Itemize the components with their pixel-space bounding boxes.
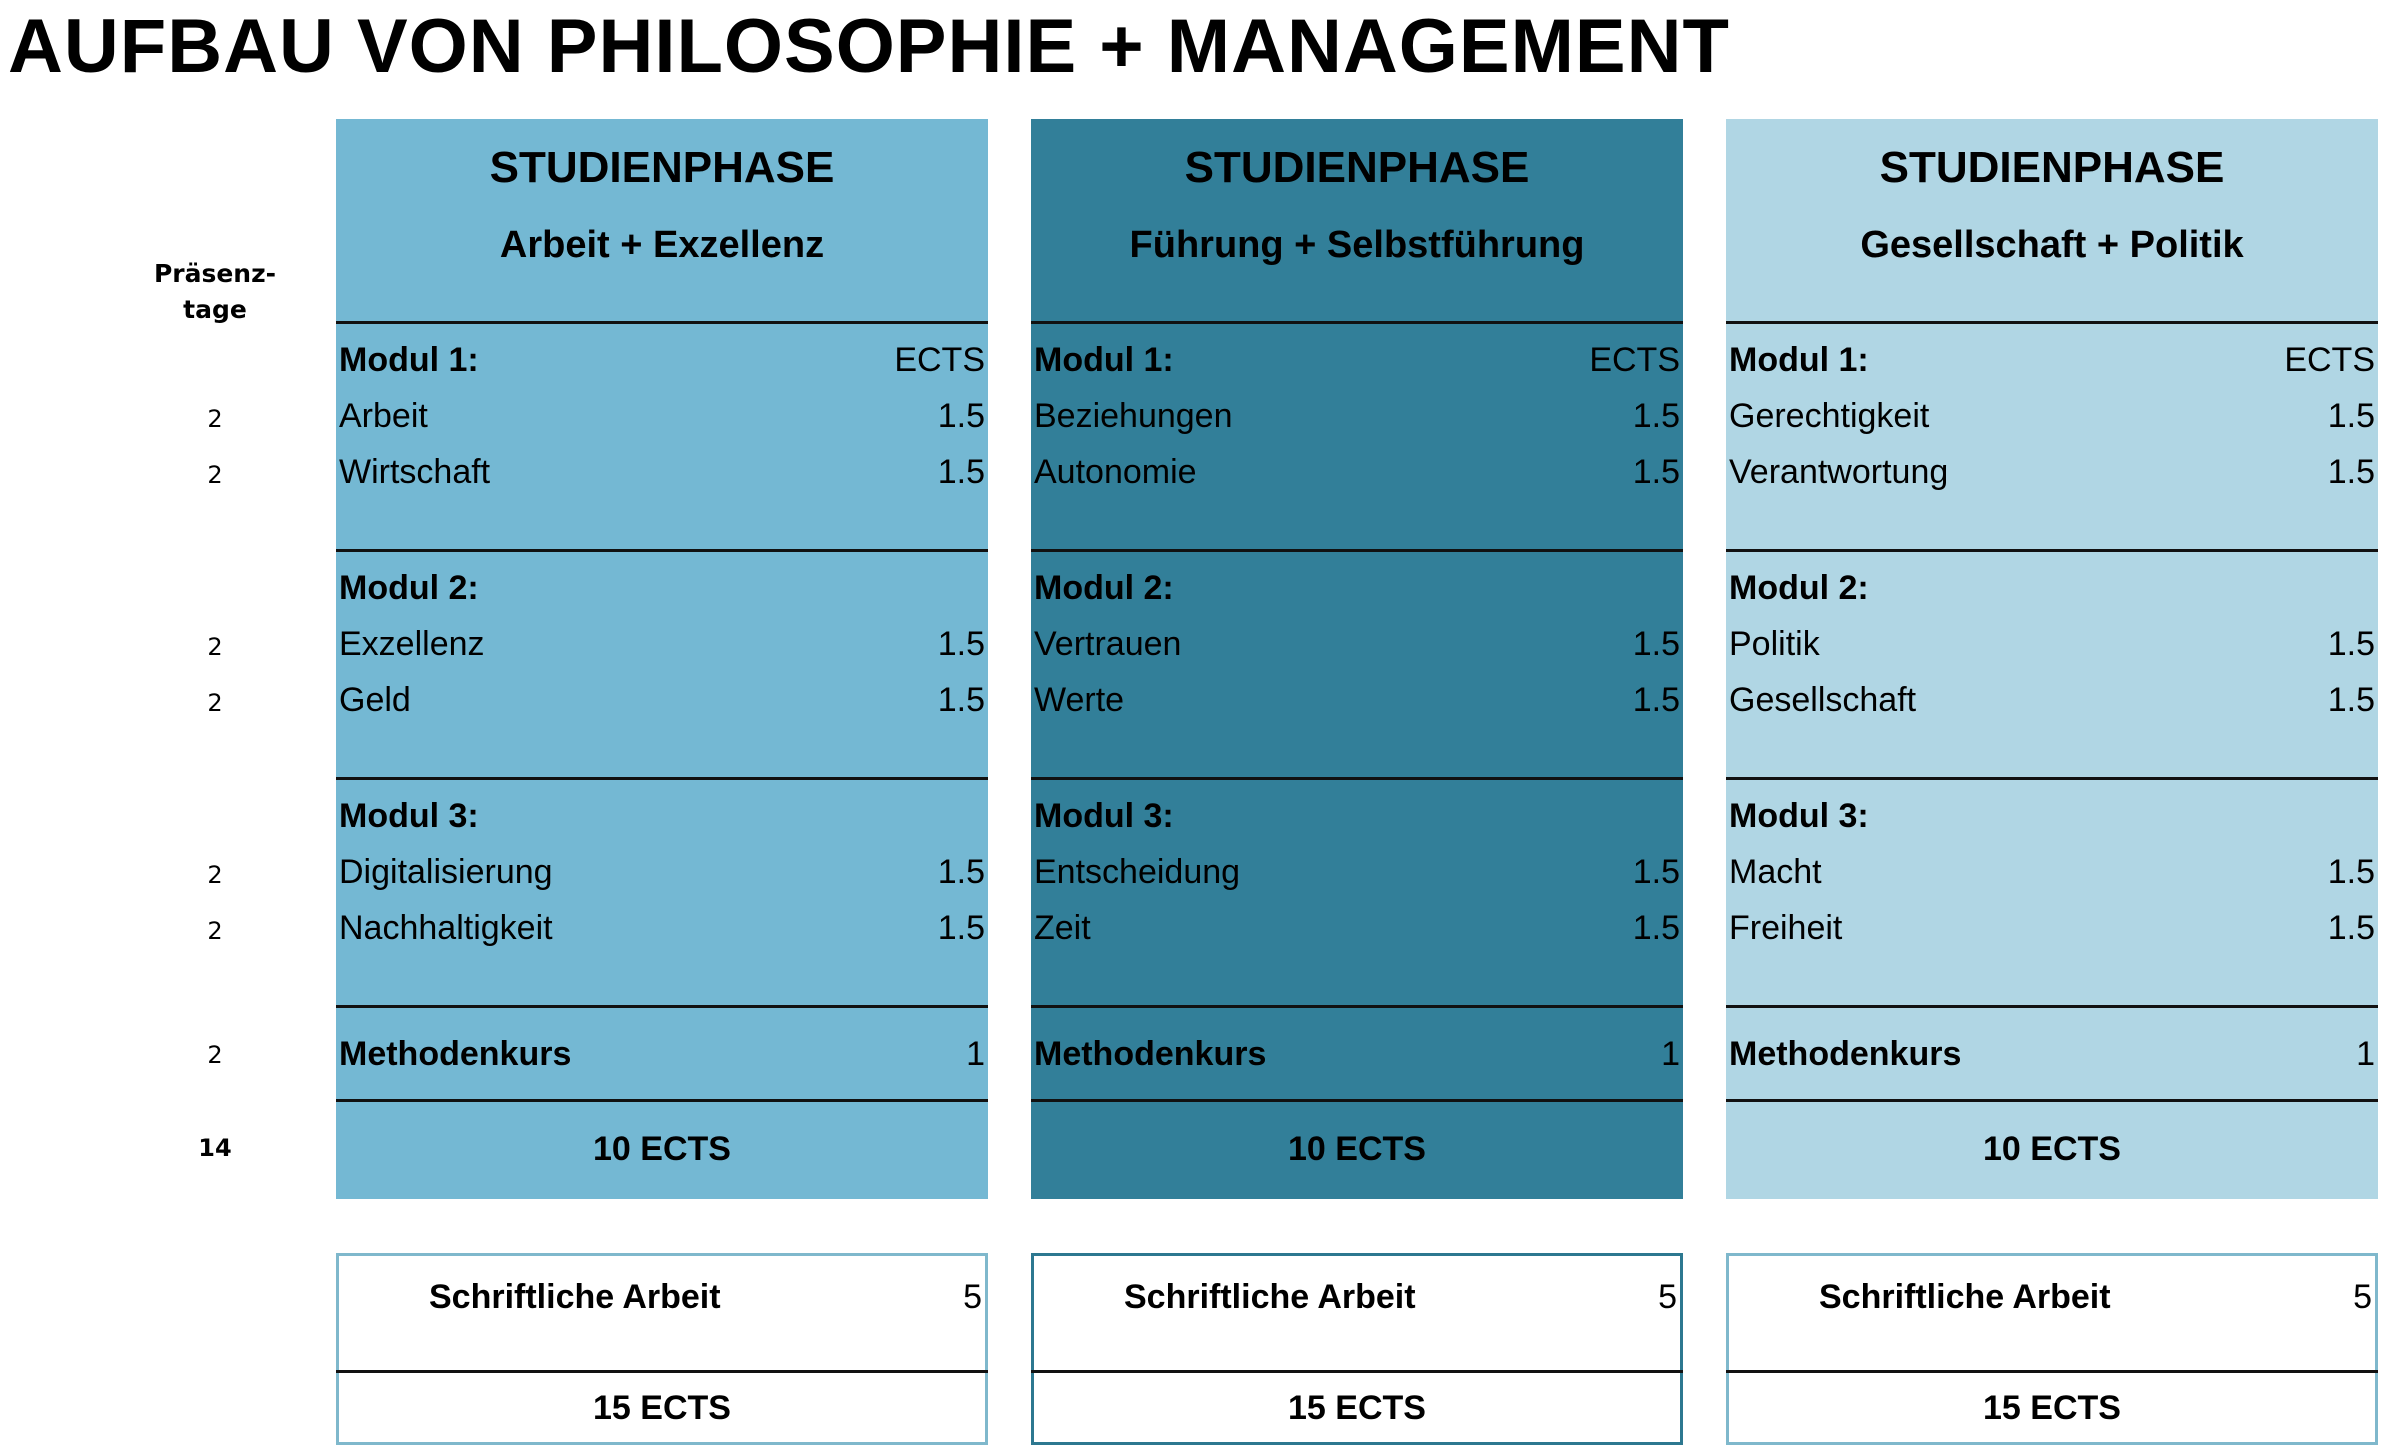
item-label: Gerechtigkeit <box>1729 397 1930 435</box>
item-label: Politik <box>1729 625 1820 663</box>
module-header <box>1031 788 1683 844</box>
module-item <box>336 616 988 672</box>
module-item <box>336 444 988 500</box>
item-label: Autonomie <box>1034 453 1197 491</box>
written-work-ects: 5 <box>963 1278 982 1316</box>
module-item <box>1031 616 1683 672</box>
page-title: AUFBAU VON PHILOSOPHIE + MANAGEMENT <box>8 4 1730 89</box>
methodenkurs-ects: 1 <box>966 1035 985 1073</box>
presenz-value: 2 <box>207 917 223 945</box>
phase-header <box>336 119 988 322</box>
item-ects: 1.5 <box>2327 853 2375 891</box>
phase-column-2 <box>1031 119 1683 1199</box>
module-item <box>1031 672 1683 728</box>
item-label: Entscheidung <box>1034 853 1241 891</box>
phase-total: 10 ECTS <box>593 1130 731 1168</box>
item-ects: 1.5 <box>937 681 985 719</box>
written-work-box <box>1031 1253 1683 1445</box>
module-header <box>1726 332 2378 388</box>
phase-header <box>1726 119 2378 322</box>
divider <box>1726 777 2378 780</box>
presenz-value: 2 <box>207 633 223 661</box>
phase-column-1 <box>336 119 988 1199</box>
module-header <box>1031 332 1683 388</box>
module-item <box>336 900 988 956</box>
module-item <box>1726 444 2378 500</box>
module-item <box>1726 900 2378 956</box>
item-ects: 1.5 <box>2327 681 2375 719</box>
module-title: Modul 2: <box>1729 569 1869 607</box>
written-work-total: 15 ECTS <box>1288 1389 1426 1427</box>
module-title: Modul 3: <box>339 797 479 835</box>
presenz-header-line1: Präsenz- <box>153 259 277 288</box>
methodenkurs-row <box>336 1026 988 1082</box>
item-label: Freiheit <box>1729 909 1843 947</box>
item-ects: 1.5 <box>2327 625 2375 663</box>
ects-header: ECTS <box>1589 341 1680 379</box>
module-title: Modul 1: <box>1729 341 1869 379</box>
item-ects: 1.5 <box>937 397 985 435</box>
written-work-total: 15 ECTS <box>593 1389 731 1427</box>
presenz-value: 2 <box>207 861 223 889</box>
item-label: Wirtschaft <box>339 453 491 491</box>
module-item <box>1726 616 2378 672</box>
module-title: Modul 2: <box>339 569 479 607</box>
item-ects: 1.5 <box>1632 397 1680 435</box>
presenz-value: 2 <box>207 405 223 433</box>
ects-header: ECTS <box>2284 341 2375 379</box>
item-label: Vertrauen <box>1034 625 1182 663</box>
module-header <box>1726 788 2378 844</box>
item-ects: 1.5 <box>2327 909 2375 947</box>
module-header <box>336 788 988 844</box>
module-header <box>1726 560 2378 616</box>
phase-total: 10 ECTS <box>1983 1130 2121 1168</box>
module-title: Modul 1: <box>339 341 479 379</box>
module-item <box>1031 388 1683 444</box>
item-label: Arbeit <box>339 397 428 435</box>
phase-subtitle: Gesellschaft + Politik <box>1860 224 2244 266</box>
written-work-box <box>336 1253 988 1445</box>
phase-title: STUDIENPHASE <box>489 143 835 192</box>
item-ects: 1.5 <box>2327 397 2375 435</box>
item-ects: 1.5 <box>937 853 985 891</box>
item-label: Exzellenz <box>339 625 485 663</box>
written-work-label: Schriftliche Arbeit <box>1819 1278 2111 1316</box>
divider <box>336 1099 988 1102</box>
methodenkurs-row <box>1726 1026 2378 1082</box>
item-ects: 1.5 <box>1632 625 1680 663</box>
divider <box>1031 321 1683 324</box>
item-label: Geld <box>339 681 411 719</box>
methodenkurs-label: Methodenkurs <box>1729 1035 1962 1073</box>
divider <box>336 777 988 780</box>
module-header <box>1031 560 1683 616</box>
item-label: Verantwortung <box>1729 453 1949 491</box>
item-label: Beziehungen <box>1034 397 1233 435</box>
item-ects: 1.5 <box>1632 909 1680 947</box>
item-ects: 1.5 <box>1632 853 1680 891</box>
divider <box>1031 1005 1683 1008</box>
item-label: Gesellschaft <box>1729 681 1917 719</box>
module-title: Modul 2: <box>1034 569 1174 607</box>
module-header <box>336 560 988 616</box>
methodenkurs-label: Methodenkurs <box>339 1035 572 1073</box>
divider <box>1031 549 1683 552</box>
phase-subtitle: Führung + Selbstführung <box>1129 224 1585 266</box>
written-work-ects: 5 <box>2353 1278 2372 1316</box>
item-label: Macht <box>1729 853 1822 891</box>
item-label: Werte <box>1034 681 1125 719</box>
methodenkurs-row <box>1031 1026 1683 1082</box>
module-item <box>336 844 988 900</box>
divider <box>336 321 988 324</box>
item-ects: 1.5 <box>2327 453 2375 491</box>
divider <box>1726 1005 2378 1008</box>
divider <box>1031 777 1683 780</box>
written-work-label: Schriftliche Arbeit <box>429 1278 721 1316</box>
module-item <box>1031 844 1683 900</box>
module-item <box>1031 444 1683 500</box>
module-item <box>1726 844 2378 900</box>
presenz-total: 14 <box>198 1134 232 1162</box>
module-title: Modul 3: <box>1729 797 1869 835</box>
module-item <box>1726 388 2378 444</box>
divider <box>336 1370 988 1373</box>
item-ects: 1.5 <box>1632 453 1680 491</box>
phase-subtitle: Arbeit + Exzellenz <box>499 224 825 266</box>
module-item <box>1031 900 1683 956</box>
item-ects: 1.5 <box>937 453 985 491</box>
item-ects: 1.5 <box>1632 681 1680 719</box>
item-ects: 1.5 <box>937 625 985 663</box>
module-title: Modul 1: <box>1034 341 1174 379</box>
written-work-box <box>1726 1253 2378 1445</box>
divider <box>1726 1099 2378 1102</box>
item-label: Nachhaltigkeit <box>339 909 553 947</box>
phase-title: STUDIENPHASE <box>1184 143 1530 192</box>
divider <box>1726 1370 2378 1373</box>
divider <box>336 549 988 552</box>
methodenkurs-ects: 1 <box>1661 1035 1680 1073</box>
phase-header <box>1031 119 1683 322</box>
module-header <box>336 332 988 388</box>
ects-header: ECTS <box>894 341 985 379</box>
presenz-value: 2 <box>207 461 223 489</box>
presenz-value: 2 <box>207 1041 223 1069</box>
item-label: Digitalisierung <box>339 853 553 891</box>
presenz-header-line2: tage <box>183 295 247 324</box>
divider <box>1031 1370 1683 1373</box>
module-item <box>336 388 988 444</box>
divider <box>336 1005 988 1008</box>
divider <box>1031 1099 1683 1102</box>
module-item <box>1726 672 2378 728</box>
methodenkurs-ects: 1 <box>2356 1035 2375 1073</box>
written-work-label: Schriftliche Arbeit <box>1124 1278 1416 1316</box>
phase-total: 10 ECTS <box>1288 1130 1426 1168</box>
phase-column-3 <box>1726 119 2378 1199</box>
written-work-total: 15 ECTS <box>1983 1389 2121 1427</box>
written-work-ects: 5 <box>1658 1278 1677 1316</box>
item-label: Zeit <box>1034 909 1091 947</box>
divider <box>1726 549 2378 552</box>
presenz-header <box>150 256 280 328</box>
methodenkurs-label: Methodenkurs <box>1034 1035 1267 1073</box>
phase-title: STUDIENPHASE <box>1879 143 2225 192</box>
module-title: Modul 3: <box>1034 797 1174 835</box>
divider <box>1726 321 2378 324</box>
presenz-value: 2 <box>207 689 223 717</box>
item-ects: 1.5 <box>937 909 985 947</box>
module-item <box>336 672 988 728</box>
